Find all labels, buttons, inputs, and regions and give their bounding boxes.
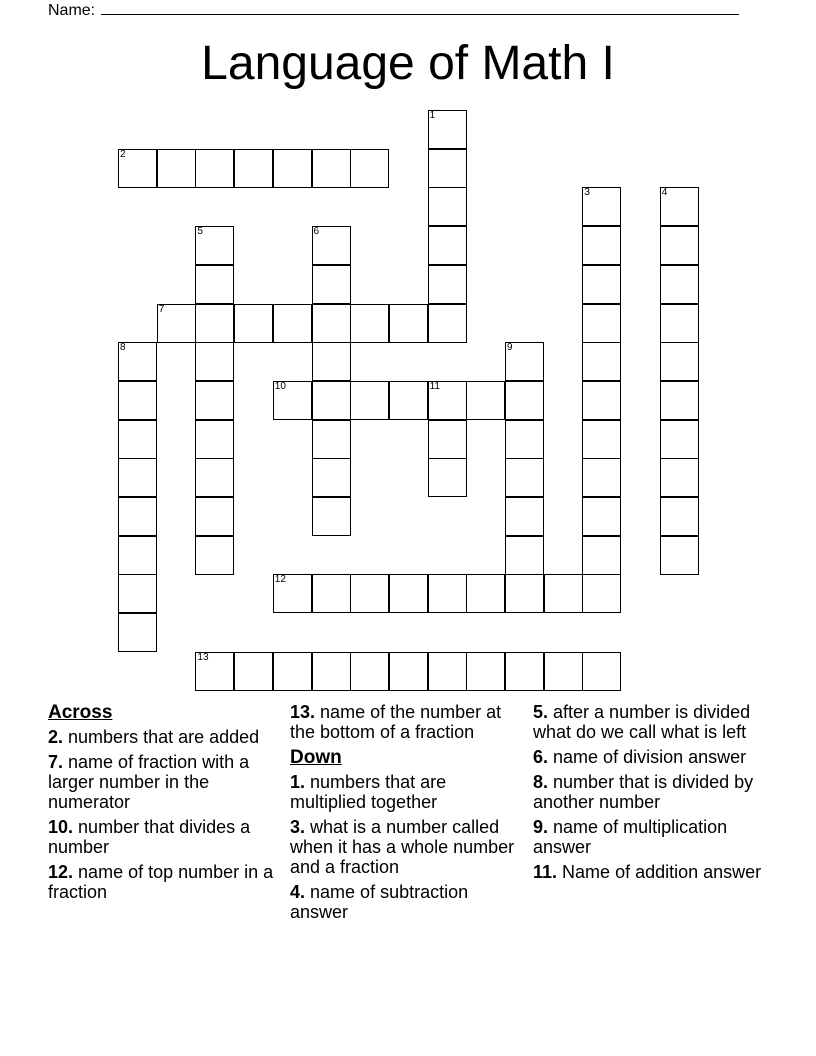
cell-number: 4 — [661, 187, 668, 199]
clue-number: 8. — [533, 772, 549, 792]
clue-text: name of top number in a fraction — [48, 862, 274, 902]
clue-down-5 — [533, 702, 767, 742]
grid-cell[interactable] — [273, 149, 312, 188]
grid-cell[interactable] — [428, 265, 467, 304]
grid-cell[interactable] — [118, 149, 157, 188]
clues-column-2 — [290, 702, 524, 927]
grid-cell[interactable] — [118, 613, 157, 652]
grid-cell[interactable] — [157, 149, 196, 188]
clue-number: 7. — [48, 752, 64, 772]
grid-cell[interactable] — [195, 536, 234, 575]
grid-cell[interactable] — [234, 304, 273, 343]
grid-cell[interactable] — [195, 265, 234, 304]
clue-text: name of the number at the bottom of a fraction — [290, 702, 502, 742]
clue-text: number that is divided by another number — [533, 772, 754, 812]
name-label: Name: — [48, 2, 96, 19]
page-title: Language of Math I — [201, 37, 615, 90]
grid-cell[interactable] — [350, 652, 389, 691]
clue-text: number that divides a number — [48, 817, 251, 857]
grid-cell[interactable] — [118, 497, 157, 536]
grid-cell[interactable] — [312, 381, 351, 420]
clue-number: 13. — [290, 702, 316, 722]
grid-cell[interactable] — [544, 574, 583, 613]
grid-cell[interactable] — [428, 110, 467, 149]
grid-cell[interactable] — [195, 652, 234, 691]
grid-cell[interactable] — [660, 304, 699, 343]
grid-cell[interactable] — [582, 226, 621, 265]
grid-cell[interactable] — [428, 458, 467, 497]
grid-cell[interactable] — [660, 497, 699, 536]
grid-cell[interactable] — [582, 574, 621, 613]
clue-text: name of subtraction answer — [290, 882, 469, 922]
grid-cell[interactable] — [312, 265, 351, 304]
grid-cell[interactable] — [428, 304, 467, 343]
grid-cell[interactable] — [466, 381, 505, 420]
grid-cell[interactable] — [195, 342, 234, 381]
grid-cell[interactable] — [582, 458, 621, 497]
grid-cell[interactable] — [389, 574, 428, 613]
clue-number: 11. — [533, 862, 558, 882]
cell-number: 6 — [313, 226, 320, 238]
cell-number: 2 — [120, 148, 126, 160]
grid-cell[interactable] — [466, 652, 505, 691]
grid-cell[interactable] — [582, 187, 621, 226]
grid-cell[interactable] — [195, 458, 234, 497]
grid-cell[interactable] — [582, 497, 621, 536]
grid-cell[interactable] — [428, 226, 467, 265]
down-heading: Down — [290, 747, 342, 768]
clue-number: 2. — [48, 727, 64, 747]
clue-text: after a number is divided what do we call what is left — [533, 702, 751, 742]
clue-across-7 — [48, 752, 282, 812]
grid-cell[interactable] — [350, 381, 389, 420]
cell-number: 12 — [274, 574, 286, 586]
clue-down-1 — [290, 772, 524, 812]
grid-cell[interactable] — [466, 574, 505, 613]
grid-cell[interactable] — [389, 304, 428, 343]
clue-text: what is a number called when it has a whole number and a fraction — [290, 817, 515, 877]
grid-cell[interactable] — [428, 381, 467, 420]
grid-cell[interactable] — [582, 342, 621, 381]
grid-cell[interactable] — [660, 381, 699, 420]
grid-cell[interactable] — [312, 226, 351, 265]
clue-text: Name of addition answer — [562, 862, 762, 882]
grid-cell[interactable] — [312, 304, 351, 343]
grid-cell[interactable] — [428, 187, 467, 226]
clue-text: name of multiplication answer — [533, 817, 728, 857]
grid-cell[interactable] — [582, 304, 621, 343]
name-blank[interactable] — [101, 0, 739, 15]
grid-cell[interactable] — [118, 536, 157, 575]
clue-down-3 — [290, 817, 524, 877]
clue-across-2 — [48, 727, 282, 747]
grid-cell[interactable] — [505, 458, 544, 497]
grid-cell[interactable] — [118, 574, 157, 613]
grid-cell[interactable] — [389, 652, 428, 691]
grid-cell[interactable] — [660, 536, 699, 575]
clue-down-6 — [533, 747, 767, 767]
grid-cell[interactable] — [505, 381, 544, 420]
grid-cell[interactable] — [312, 149, 351, 188]
grid-cell[interactable] — [312, 342, 351, 381]
clue-text: numbers that are multiplied together — [290, 772, 447, 812]
grid-cell[interactable] — [312, 497, 351, 536]
clue-across-13 — [290, 702, 524, 742]
clue-number: 3. — [290, 817, 306, 837]
grid-cell[interactable] — [195, 304, 234, 343]
clue-down-9 — [533, 817, 767, 857]
cell-number: 13 — [197, 651, 209, 663]
grid-cell[interactable] — [505, 497, 544, 536]
grid-cell[interactable] — [544, 652, 583, 691]
clue-down-11 — [533, 862, 767, 882]
grid-cell[interactable] — [660, 458, 699, 497]
grid-cell[interactable] — [350, 574, 389, 613]
grid-cell[interactable] — [505, 420, 544, 459]
grid-cell[interactable] — [505, 342, 544, 381]
grid-cell[interactable] — [157, 304, 196, 343]
grid-cell[interactable] — [273, 381, 312, 420]
clue-number: 5. — [533, 702, 549, 722]
clue-text: numbers that are added — [68, 727, 260, 747]
grid-cell[interactable] — [234, 149, 273, 188]
cell-number: 8 — [120, 342, 126, 354]
grid-cell[interactable] — [505, 574, 544, 613]
grid-cell[interactable] — [312, 574, 351, 613]
grid-cell[interactable] — [118, 458, 157, 497]
grid-cell[interactable] — [428, 420, 467, 459]
grid-cell[interactable] — [428, 574, 467, 613]
grid-cell[interactable] — [273, 304, 312, 343]
grid-cell[interactable] — [582, 420, 621, 459]
grid-cell[interactable] — [234, 652, 273, 691]
cell-number: 1 — [429, 110, 436, 121]
grid-cell[interactable] — [273, 652, 312, 691]
clues-column-3 — [533, 702, 767, 887]
clue-number: 9. — [533, 817, 549, 837]
cell-number: 10 — [274, 380, 286, 392]
grid-cell[interactable] — [195, 226, 234, 265]
grid-cell[interactable] — [660, 187, 699, 226]
grid-cell[interactable] — [273, 574, 312, 613]
grid-cell[interactable] — [312, 420, 351, 459]
cell-number: 5 — [197, 226, 203, 238]
grid-cell[interactable] — [428, 652, 467, 691]
grid-cell[interactable] — [195, 420, 234, 459]
grid-cell[interactable] — [660, 420, 699, 459]
grid-cell[interactable] — [582, 536, 621, 575]
clue-down-4 — [290, 882, 524, 922]
grid-cell[interactable] — [350, 304, 389, 343]
grid-cell[interactable] — [118, 420, 157, 459]
grid-cell[interactable] — [350, 149, 389, 188]
clue-down-8 — [533, 772, 767, 812]
clue-number: 10. — [48, 817, 74, 837]
grid-cell[interactable] — [582, 652, 621, 691]
cell-number: 7 — [158, 303, 165, 315]
grid-cell[interactable] — [582, 265, 621, 304]
grid-cell[interactable] — [660, 226, 699, 265]
across-heading: Across — [48, 702, 113, 723]
grid-cell[interactable] — [195, 149, 234, 188]
grid-cell[interactable] — [118, 381, 157, 420]
clue-number: 4. — [290, 882, 306, 902]
grid-cell[interactable] — [660, 342, 699, 381]
clue-text: name of fraction with a larger number in the numerator — [48, 752, 250, 812]
name-line — [48, 0, 739, 20]
clues-column-1 — [48, 702, 282, 907]
grid-cell[interactable] — [428, 149, 467, 188]
grid-cell[interactable] — [505, 536, 544, 575]
grid-cell[interactable] — [118, 342, 157, 381]
clue-text: name of division answer — [553, 747, 747, 767]
grid-cell[interactable] — [312, 652, 351, 691]
grid-cell[interactable] — [582, 381, 621, 420]
cell-number: 9 — [507, 342, 513, 354]
clue-across-12 — [48, 862, 282, 902]
cell-number: 11 — [429, 380, 440, 392]
clue-across-10 — [48, 817, 282, 857]
clue-number: 1. — [290, 772, 306, 792]
grid-cell[interactable] — [312, 458, 351, 497]
grid-cell[interactable] — [195, 497, 234, 536]
grid-cell[interactable] — [660, 265, 699, 304]
grid-cell[interactable] — [505, 652, 544, 691]
clue-number: 12. — [48, 862, 74, 882]
cell-number: 3 — [584, 187, 590, 199]
grid-cell[interactable] — [195, 381, 234, 420]
clue-number: 6. — [533, 747, 549, 767]
grid-cell[interactable] — [389, 381, 428, 420]
